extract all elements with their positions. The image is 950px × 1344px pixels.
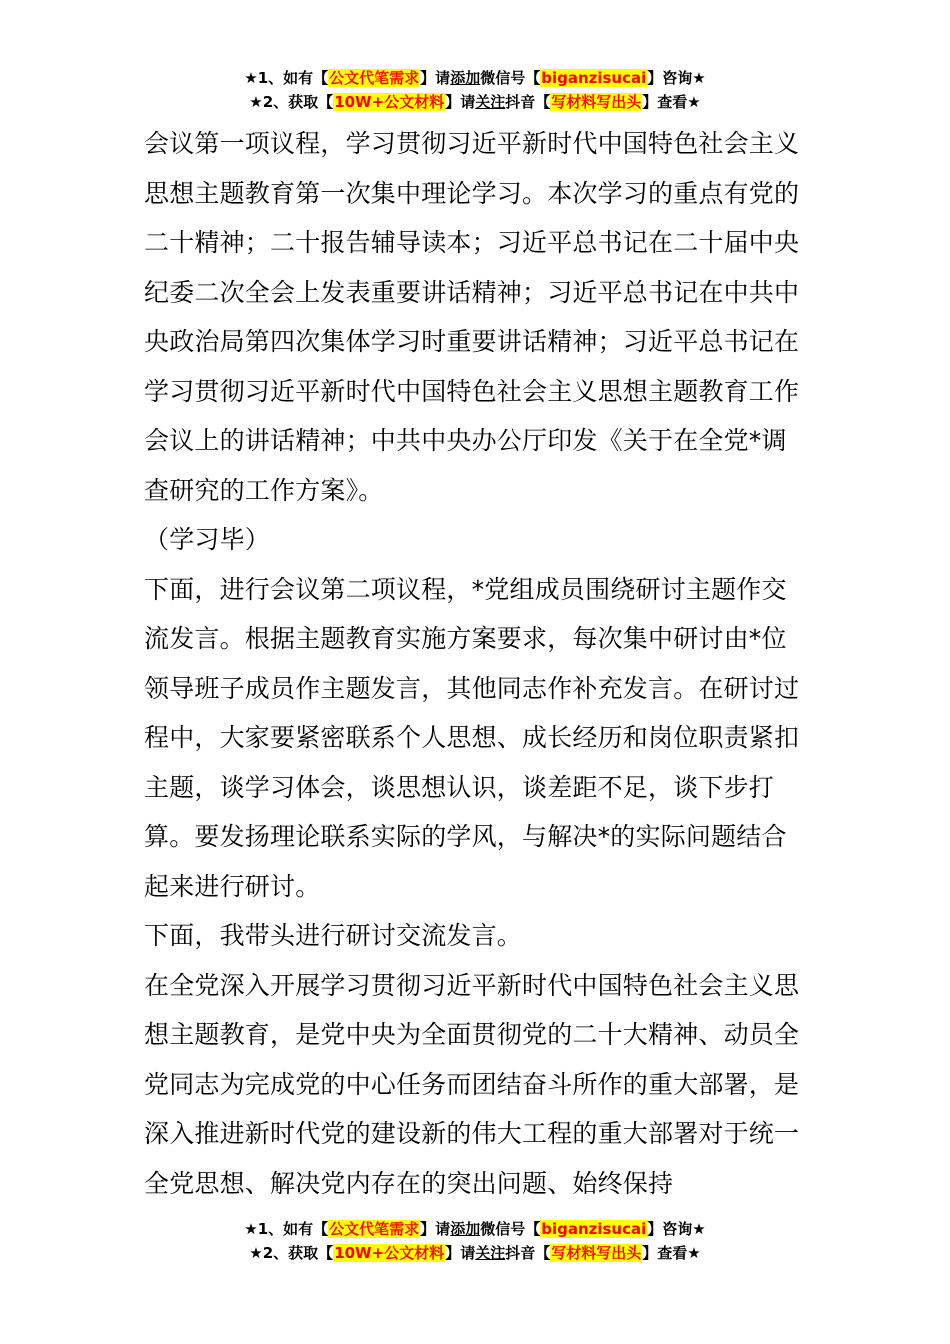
banner-line-1 [0,66,950,90]
banner-underline: 关注 [475,93,506,111]
banner-line-2 [0,1241,950,1265]
footer-banner [0,1217,950,1265]
banner-line-1 [0,1217,950,1241]
banner-underline: 关注 [475,1244,506,1262]
banner-text: 】请 [445,93,476,111]
banner-line-2 [0,90,950,114]
banner-text: ★2、获取【 [249,1244,334,1262]
banner-text: 微信号【 [480,69,541,87]
banner-underline: 添加 [450,69,481,87]
banner-text: 抖音【 [505,1244,551,1262]
paragraph: 下面，进行会议第二项议程，*党组成员围绕研讨主题作交流发言。根据主题教育实施方案要求，每次集中研讨由*位领导班子成员作主题发言，其他同志作补充发言。在研讨过程中，大家要紧密联系个人思想、成长经历和岗位职责紧扣主题，谈学习体会，谈思想认识，谈差距不足，谈下步打算。要发扬理论联系实际的学风，与解决*的实际问题结合起来进行研讨。 [144,574,800,901]
banner-text: 】请 [445,1244,476,1262]
banner-text: ★1、如有【 [244,69,329,87]
banner-text: 微信号【 [480,1220,541,1238]
banner-highlight: 公文代笔需求 [329,69,420,87]
banner-text: ★2、获取【 [249,93,334,111]
banner-text: 】查看★ [642,93,701,111]
banner-text: 抖音【 [505,93,551,111]
banner-highlight: 10W+公文材料 [334,93,445,111]
banner-text: 】咨询★ [647,69,706,87]
banner-text: ★1、如有【 [244,1220,329,1238]
banner-underline: 添加 [450,1220,481,1238]
paragraph: 下面，我带头进行研讨交流发言。 [144,921,523,950]
banner-highlight: 10W+公文材料 [334,1244,445,1262]
banner-highlight: 写材料写出头 [551,1244,642,1262]
banner-highlight: biganzisucai [541,69,647,87]
banner-text: 】请 [420,1220,451,1238]
paragraph: 会议第一项议程，学习贯彻习近平新时代中国特色社会主义思想主题教育第一次集中理论学习。本次学习的重点有党的二十精神；二十报告辅导读本；习近平总书记在二十届中央纪委二次全会上发表重要讲话精神；习近平总书记在中共中央政治局第四次集体学习时重要讲话精神；习近平总书记在学习贯彻习近平新时代中国特色社会主义思想主题教育工作会议上的讲话精神；中共中央办公厅印发《关于在全党*调查研究的工作方案》。 [144,129,800,505]
banner-text: 】请 [420,69,451,87]
banner-text: 】查看★ [642,1244,701,1262]
banner-highlight: biganzisucai [541,1220,647,1238]
banner-text: 】咨询★ [647,1220,706,1238]
banner-highlight: 公文代笔需求 [329,1220,420,1238]
banner-highlight: 写材料写出头 [551,93,642,111]
paragraph: （学习毕） [144,525,271,554]
header-banner [0,66,950,114]
paragraph: 在全党深入开展学习贯彻习近平新时代中国特色社会主义思想主题教育，是党中央为全面贯彻党的二十大精神、动员全党同志为完成党的中心任务而团结奋斗所作的重大部署，是深入推进新时代党的建设新的伟大工程的重大部署对于统一全党思想、解决党内存在的突出问题、始终保持 [144,970,800,1198]
document-body [144,119,810,1208]
